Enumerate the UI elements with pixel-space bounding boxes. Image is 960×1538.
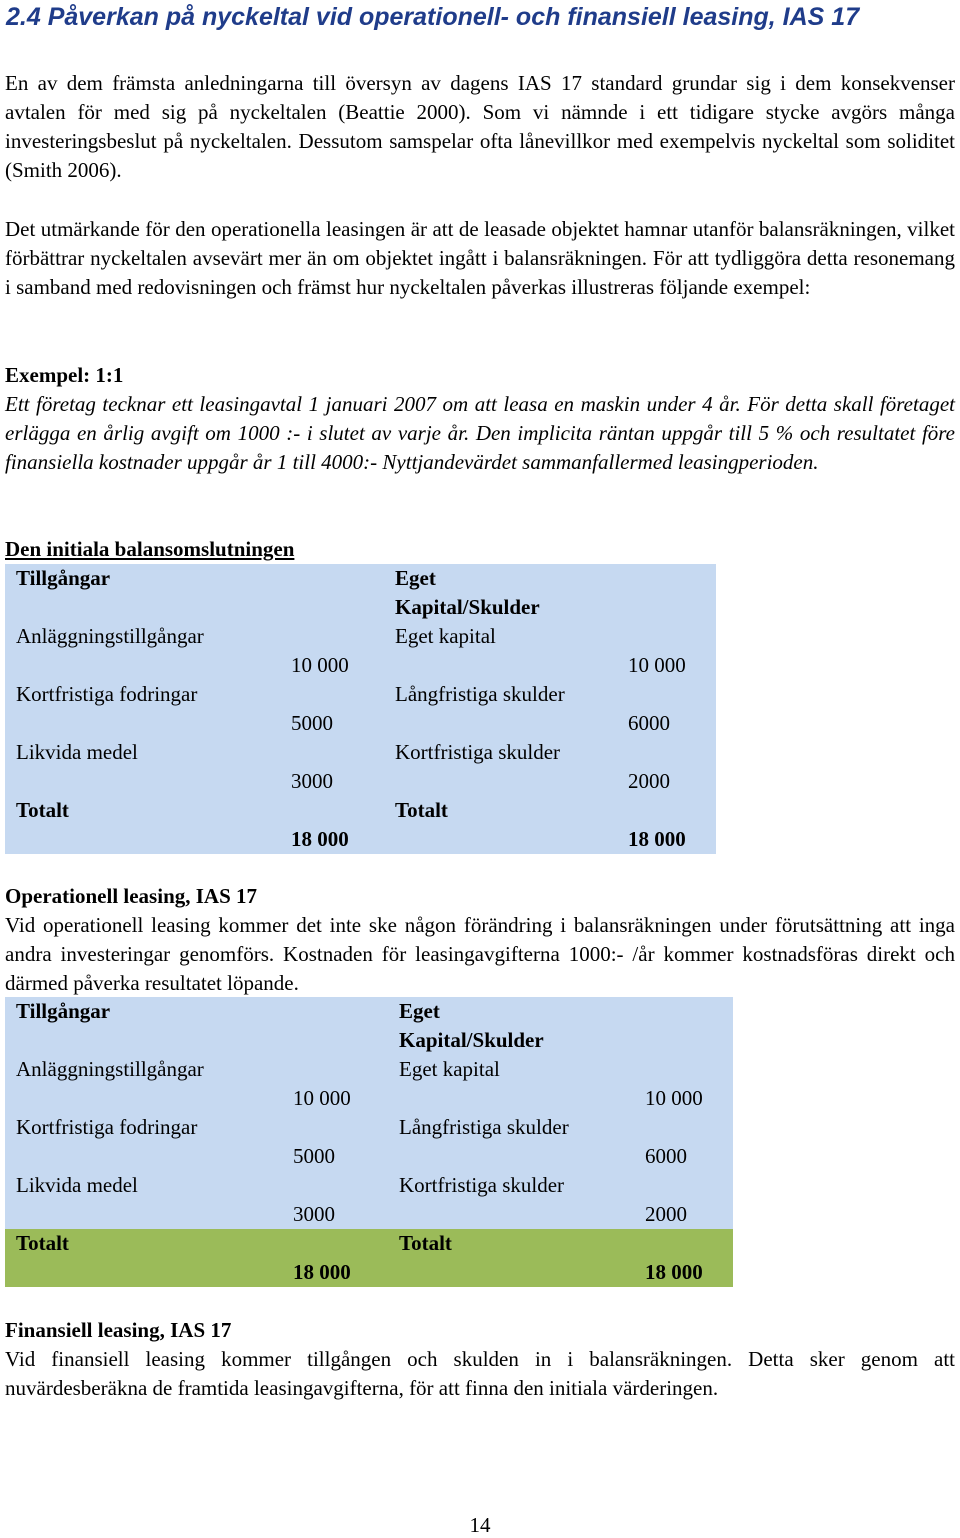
total-right-label: Totalt [399,1231,452,1255]
total-left-label: Totalt [16,798,69,822]
row-right-label: Kortfristiga skulder [399,1173,565,1197]
equity-header-line2: Kapital/Skulder [395,595,540,619]
assets-header: Tillgångar [16,999,111,1023]
row-right-label: Eget kapital [399,1057,500,1081]
row-left-label: Kortfristiga fodringar [16,682,198,706]
row-right-label: Kortfristiga skulder [395,740,561,764]
row-right-value: 2000 [645,1202,687,1226]
assets-header: Tillgångar [16,566,111,590]
row-right-value: 10 000 [628,653,686,677]
financial-leasing-text: Vid finansiell leasing kommer tillgången och skulden in i balansräkningen. Detta sker genom att nuvärdesberäkna de framtida leasingavgifterna, för att finna den initiala värderingen. [5,1347,955,1400]
example-text: Ett företag tecknar ett leasingavtal 1 januari 2007 om att leasa en maskin under 4 år. För detta skall företaget erlägga en årlig avgift om 1000 :- i slutet av varje år. Den implicita räntan uppgår till 5 % och resultatet före finansiella kostnader uppgår år 1 till 4000:- Nyttjandevärdet sammanfallermed leasingperioden. [5,392,955,474]
table-total-row [5,796,716,854]
total-left-value: 18 000 [291,827,349,851]
row-left-value: 3000 [293,1202,335,1226]
operational-leasing-paragraph: Det utmärkande för den operationella leasingen är att de leasade objektet hamnar utanför balansräkningen, vilket förbättrar nyckeltalen avsevärt mer än om objektet ingått i balansräkningen. För att tydliggöra detta resonemang i samband med redovisningen och främst hur nyckeltalen påverkas illustreras följande exempel: [5,217,955,299]
page-number: 14 [469,1513,491,1537]
balance-table-operational [5,997,733,1287]
financial-leasing-title: Finansiell leasing, IAS 17 [5,1318,232,1342]
total-left-value: 18 000 [293,1260,351,1284]
intro-paragraph: En av dem främsta anledningarna till översyn av dagens IAS 17 standard grundar sig i dem konsekvenser avtalen för med sig på nyckeltalen (Beattie 2000). Som vi nämnde i ett tidigare stycke avgörs många investeringsbeslut på nyckeltalen. Dessutom samspelar ofta lånevillkor med exempelvis nyckeltal som soliditet (Smith 2006). [5,71,955,182]
row-left-label: Kortfristiga fodringar [16,1115,198,1139]
table-row [5,1055,733,1113]
row-right-label: Långfristiga skulder [395,682,565,706]
row-left-value: 10 000 [293,1086,351,1110]
table-row [5,1113,733,1171]
equity-header-line1: Eget [399,999,440,1023]
row-left-label: Anläggningstillgångar [16,624,204,648]
total-right-label: Totalt [395,798,448,822]
table-row [5,738,716,796]
table-header-row [5,564,716,622]
row-right-value: 6000 [628,711,670,735]
table-row [5,680,716,738]
table-row [5,622,716,680]
table-total-row [5,1229,733,1287]
row-left-value: 5000 [291,711,333,735]
equity-header-line2: Kapital/Skulder [399,1028,544,1052]
section-heading: 2.4 Påverkan på nyckeltal vid operationell- och finansiell leasing, IAS 17 [6,3,860,31]
example-label: Exempel: 1:1 [5,363,124,387]
row-left-value: 10 000 [291,653,349,677]
row-right-label: Eget kapital [395,624,496,648]
equity-header-line1: Eget [395,566,436,590]
row-left-value: 5000 [293,1144,335,1168]
total-right-value: 18 000 [628,827,686,851]
row-left-value: 3000 [291,769,333,793]
row-left-label: Likvida medel [16,1173,138,1197]
operational-leasing-text: Vid operationell leasing kommer det inte ske någon förändring i balansräkningen under förutsättning att inga andra investeringar genomförs. Kostnaden för leasingavgifterna 1000:- /år kommer kostnadsföras direkt och därmed påverka resultatet löpande. [5,913,955,995]
row-left-label: Anläggningstillgångar [16,1057,204,1081]
row-left-label: Likvida medel [16,740,138,764]
table-header-row [5,997,733,1055]
total-right-value: 18 000 [645,1260,703,1284]
row-right-value: 6000 [645,1144,687,1168]
row-right-value: 2000 [628,769,670,793]
operational-leasing-title: Operationell leasing, IAS 17 [5,884,258,908]
row-right-label: Långfristiga skulder [399,1115,569,1139]
table-row [5,1171,733,1229]
table1-title: Den initiala balansomslutningen [5,537,295,561]
total-left-label: Totalt [16,1231,69,1255]
row-right-value: 10 000 [645,1086,703,1110]
balance-table-initial [5,564,716,854]
